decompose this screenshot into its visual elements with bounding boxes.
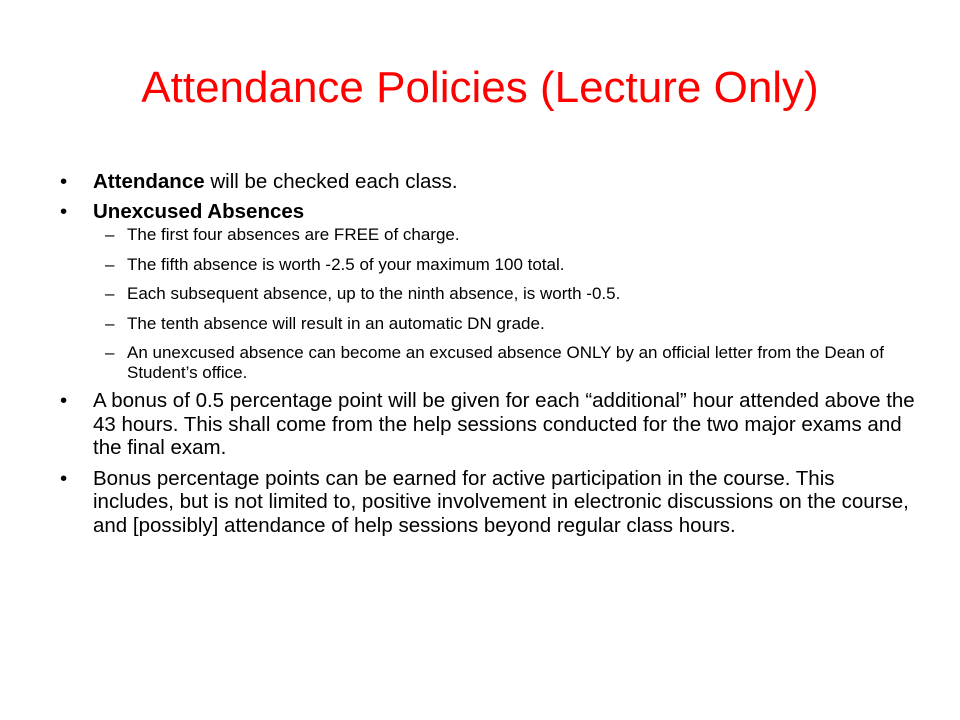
slide-title: Attendance Policies (Lecture Only)	[141, 63, 819, 112]
bullet-bonus-hours: • A bonus of 0.5 percentage point will be given for each “additional” hour attended above the 43 hours. This shall come from the help sessions conducted for the two major exams and the final exam.	[60, 389, 920, 460]
absence-rule-item: – An unexcused absence can become an excused absence ONLY by an official letter from the Dean of Student’s office.	[105, 343, 920, 383]
absence-rules-list	[105, 225, 920, 383]
absence-rule-item: – The first four absences are FREE of charge.	[105, 225, 920, 245]
bullet-attendance-text: will be checked each class.	[204, 170, 458, 193]
bullet-unexcused-absences-bold: Unexcused Absences	[93, 199, 305, 223]
bullet-attendance	[60, 170, 920, 194]
absence-rule-item: – Each subsequent absence, up to the ninth absence, is worth -0.5.	[105, 284, 920, 304]
bullet-unexcused-absences	[60, 200, 920, 224]
bullet-participation-bonus: • Bonus percentage points can be earned for active participation in the course. This includes, but is not limited to, positive involvement in electronic discussions on the course, and [possibly] attendance of help sessions beyond regular class hours.	[60, 467, 920, 538]
absence-rule-item: – The fifth absence is worth -2.5 of your maximum 100 total.	[105, 255, 920, 275]
bullet-attendance-bold: Attendance	[93, 170, 205, 193]
slide-content	[60, 170, 920, 537]
absence-rule-item: – The tenth absence will result in an automatic DN grade.	[105, 314, 920, 334]
